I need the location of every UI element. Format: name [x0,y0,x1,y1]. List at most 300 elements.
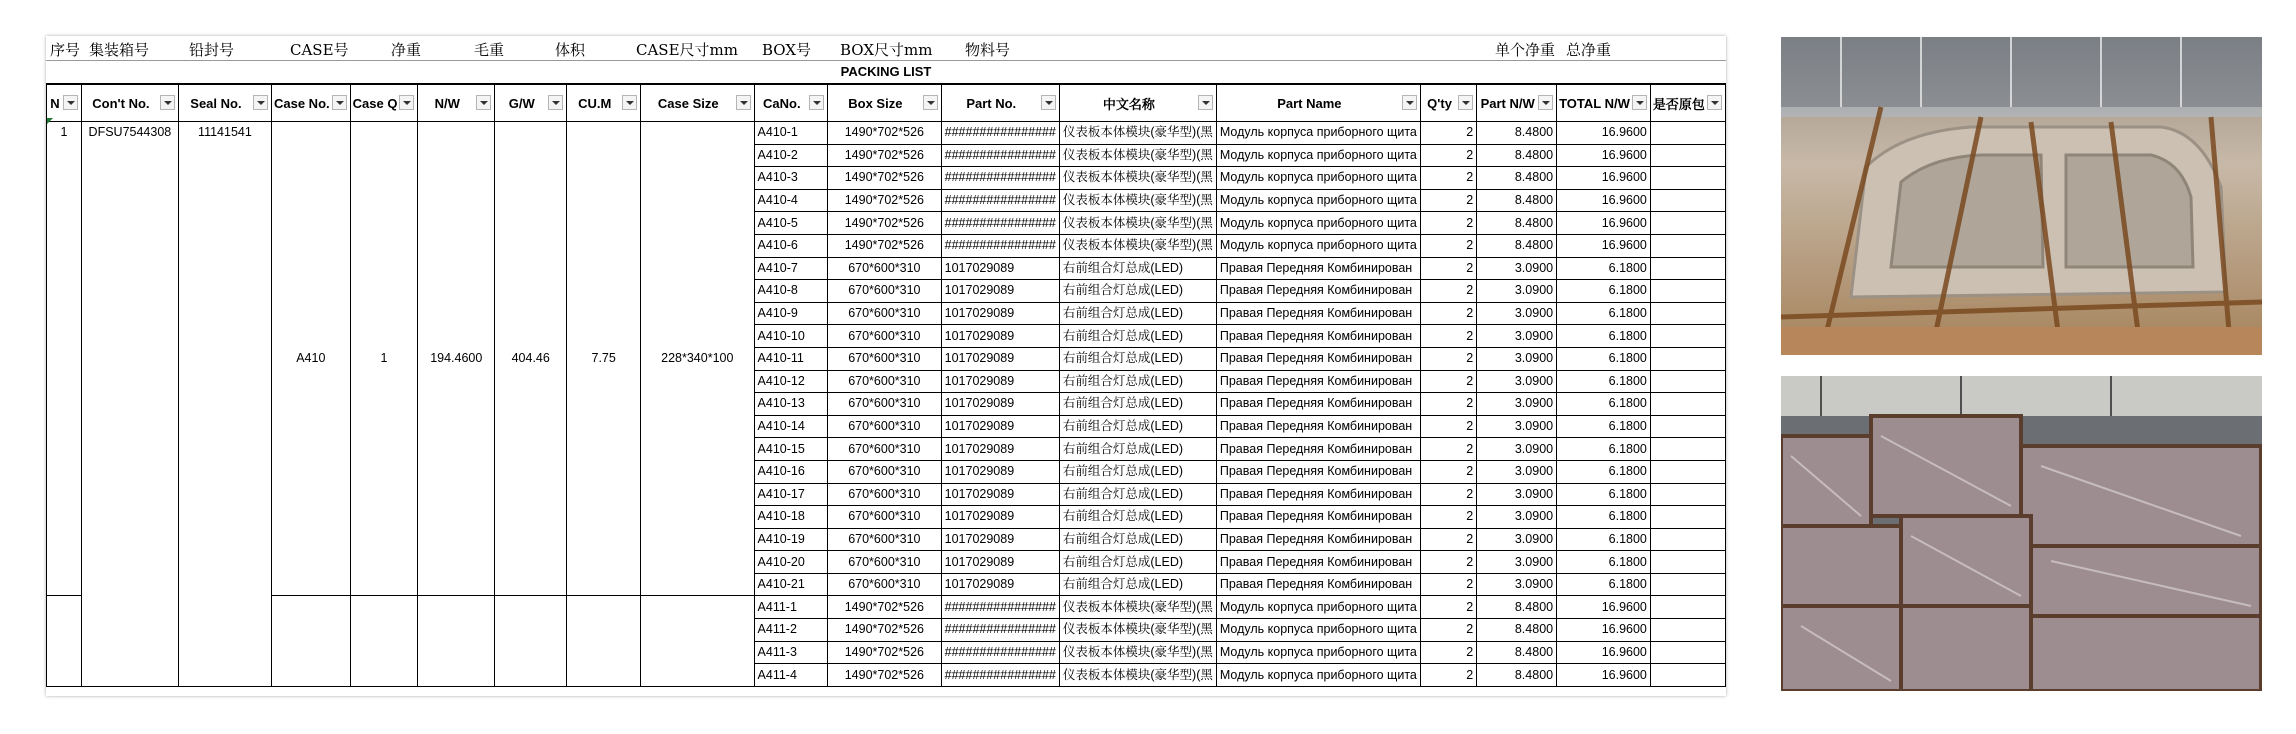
col-gw-header [495,85,567,122]
total-nw-cell[interactable]: 6.1800 [1557,302,1651,325]
col-part-name-header [1216,85,1420,122]
total-nw-cell[interactable]: 6.1800 [1557,415,1651,438]
total-nw-cell[interactable]: 6.1800 [1557,347,1651,370]
total-nw-cell[interactable]: 6.1800 [1557,528,1651,551]
col-chinese-name-label: 中文名称 [1102,96,1155,112]
part-nw-cell[interactable]: 8.4800 [1477,234,1557,257]
part-nw-cell[interactable]: 8.4800 [1477,189,1557,212]
chinese-name-cell[interactable]: 右前组合灯总成(LED) [1059,415,1216,438]
total-nw-cell[interactable]: 6.1800 [1557,483,1651,506]
n-cell[interactable]: 1 [47,122,82,596]
cano-cell[interactable]: A410-6 [754,234,828,257]
part-nw-cell[interactable]: 3.0900 [1477,325,1557,348]
col-n-label: N [50,95,60,111]
part-name-cell[interactable]: Правая Передняя Комбинирован [1216,438,1420,461]
chinese-name-cell[interactable]: 仪表板本体模块(豪华型)(黑 [1059,641,1216,664]
part-nw-cell[interactable]: 8.4800 [1477,212,1557,235]
part-nw-cell[interactable]: 3.0900 [1477,551,1557,574]
part-name-cell[interactable]: Модуль корпуса приборного щита [1216,234,1420,257]
filter-dropdown-icon[interactable] [923,95,938,110]
part-name-cell[interactable]: Модуль корпуса приборного щита [1216,619,1420,642]
chinese-name-cell[interactable]: 右前组合灯总成(LED) [1059,347,1216,370]
total-nw-cell[interactable]: 16.9600 [1557,144,1651,167]
box-size-cell[interactable]: 1490*702*526 [828,234,942,257]
filter-dropdown-icon[interactable] [1458,95,1473,110]
total-nw-cell[interactable]: 16.9600 [1557,234,1651,257]
part-name-cell[interactable]: Правая Передняя Комбинирован [1216,302,1420,325]
part-nw-cell[interactable]: 3.0900 [1477,347,1557,370]
original-pack-cell[interactable] [1650,167,1725,190]
col-gw-label: G/W [508,95,535,111]
total-nw-cell[interactable]: 6.1800 [1557,551,1651,574]
original-pack-cell[interactable] [1650,619,1725,642]
cano-cell[interactable]: A411-3 [754,641,828,664]
part-nw-cell[interactable]: 8.4800 [1477,641,1557,664]
part-nw-cell[interactable]: 3.0900 [1477,573,1557,596]
column-header-row [47,85,1726,122]
box-size-cell[interactable]: 670*600*310 [828,257,942,280]
part-no-cell[interactable]: 1017029089 [941,483,1059,506]
part-no-cell[interactable]: 1017029089 [941,280,1059,303]
original-pack-cell[interactable] [1650,506,1725,529]
filter-dropdown-icon[interactable] [399,95,414,110]
part-no-cell[interactable]: ################ [941,189,1059,212]
cano-cell[interactable]: A410-21 [754,573,828,596]
part-no-cell[interactable]: 1017029089 [941,551,1059,574]
box-size-cell[interactable]: 1490*702*526 [828,596,942,619]
box-size-cell[interactable]: 670*600*310 [828,483,942,506]
cano-cell[interactable]: A411-4 [754,664,828,687]
chinese-name-cell[interactable]: 右前组合灯总成(LED) [1059,257,1216,280]
box-size-cell[interactable]: 670*600*310 [828,325,942,348]
filter-dropdown-icon[interactable] [1707,95,1722,110]
header-cn-1: 序号 [50,41,81,59]
nw-cell[interactable]: 194.4600 [418,122,495,596]
total-nw-cell[interactable]: 6.1800 [1557,460,1651,483]
case-qty-cell[interactable]: 1 [350,122,418,596]
part-name-cell[interactable]: Правая Передняя Комбинирован [1216,325,1420,348]
col-part-name-label: Part Name [1277,95,1342,111]
qty-cell[interactable]: 2 [1420,234,1476,257]
box-size-cell[interactable]: 1490*702*526 [828,641,942,664]
cont-no-cell[interactable]: DFSU7544308 [81,122,178,687]
col-qty-header [1420,85,1476,122]
box-size-cell[interactable]: 670*600*310 [828,347,942,370]
cano-cell[interactable]: A410-20 [754,551,828,574]
col-cont-no-label: Con't No. [92,95,150,111]
cano-cell[interactable]: A410-7 [754,257,828,280]
header-cn-9: BOX号 [762,41,812,59]
original-pack-cell[interactable] [1650,325,1725,348]
qty-cell[interactable]: 2 [1420,393,1476,416]
original-pack-cell[interactable] [1650,438,1725,461]
part-no-cell[interactable]: 1017029089 [941,528,1059,551]
packing-table [46,84,1726,687]
part-name-cell[interactable]: Модуль корпуса приборного щита [1216,122,1420,145]
original-pack-cell[interactable] [1650,370,1725,393]
part-name-cell[interactable]: Правая Передняя Комбинирован [1216,370,1420,393]
part-nw-cell[interactable]: 3.0900 [1477,370,1557,393]
part-nw-cell[interactable]: 3.0900 [1477,257,1557,280]
part-name-cell[interactable]: Модуль корпуса приборного щита [1216,596,1420,619]
original-pack-cell[interactable] [1650,302,1725,325]
chinese-name-cell[interactable]: 仪表板本体模块(豪华型)(黑 [1059,234,1216,257]
part-no-cell[interactable]: ################ [941,167,1059,190]
qty-cell[interactable]: 2 [1420,438,1476,461]
box-size-cell[interactable]: 1490*702*526 [828,144,942,167]
qty-cell[interactable]: 2 [1420,506,1476,529]
chinese-name-cell[interactable]: 右前组合灯总成(LED) [1059,393,1216,416]
cano-cell[interactable]: A410-19 [754,528,828,551]
total-nw-cell[interactable]: 16.9600 [1557,596,1651,619]
cano-cell[interactable]: A410-8 [754,280,828,303]
total-nw-cell[interactable]: 6.1800 [1557,370,1651,393]
chinese-name-cell[interactable]: 右前组合灯总成(LED) [1059,438,1216,461]
filter-dropdown-icon[interactable] [253,95,268,110]
filter-dropdown-icon[interactable] [1402,95,1417,110]
cano-cell[interactable]: A410-2 [754,144,828,167]
chinese-name-cell[interactable]: 仪表板本体模块(豪华型)(黑 [1059,212,1216,235]
part-name-cell[interactable]: Модуль корпуса приборного щита [1216,144,1420,167]
col-n-header [47,85,82,122]
part-no-cell[interactable]: ################ [941,122,1059,145]
chinese-name-cell[interactable]: 仪表板本体模块(豪华型)(黑 [1059,167,1216,190]
part-nw-cell[interactable]: 3.0900 [1477,460,1557,483]
cano-cell[interactable]: A410-4 [754,189,828,212]
part-nw-cell[interactable]: 3.0900 [1477,438,1557,461]
part-name-cell[interactable]: Правая Передняя Комбинирован [1216,257,1420,280]
case-size-cell[interactable] [641,596,755,686]
box-size-cell[interactable]: 1490*702*526 [828,122,942,145]
box-size-cell[interactable]: 670*600*310 [828,415,942,438]
cano-cell[interactable]: A411-2 [754,619,828,642]
qty-cell[interactable]: 2 [1420,167,1476,190]
box-size-cell[interactable]: 1490*702*526 [828,619,942,642]
total-nw-cell[interactable]: 16.9600 [1557,619,1651,642]
cano-cell[interactable]: A410-5 [754,212,828,235]
seal-no-cell[interactable]: 11141541 [178,122,271,687]
col-total-nw-label: TOTAL N/W [1559,95,1630,111]
chinese-name-cell[interactable]: 右前组合灯总成(LED) [1059,325,1216,348]
total-nw-cell[interactable]: 6.1800 [1557,438,1651,461]
qty-cell[interactable]: 2 [1420,641,1476,664]
qty-cell[interactable]: 2 [1420,664,1476,687]
filter-dropdown-icon[interactable] [809,95,824,110]
chinese-name-cell[interactable]: 仪表板本体模块(豪华型)(黑 [1059,619,1216,642]
col-chinese-name-header [1059,85,1216,122]
filter-dropdown-icon[interactable] [63,95,78,110]
total-nw-cell[interactable]: 16.9600 [1557,664,1651,687]
qty-cell[interactable]: 2 [1420,347,1476,370]
part-no-cell[interactable]: 1017029089 [941,347,1059,370]
part-nw-cell[interactable]: 8.4800 [1477,122,1557,145]
gw-cell[interactable] [495,596,567,686]
filter-dropdown-icon[interactable] [1041,95,1056,110]
col-part-nw-label: Part N/W [1480,95,1535,111]
qty-cell[interactable]: 2 [1420,460,1476,483]
original-pack-cell[interactable] [1650,144,1725,167]
box-size-cell[interactable]: 670*600*310 [828,551,942,574]
cano-cell[interactable]: A410-11 [754,347,828,370]
original-pack-cell[interactable] [1650,528,1725,551]
nw-cell[interactable] [418,596,495,686]
box-size-cell[interactable]: 670*600*310 [828,460,942,483]
filter-dropdown-icon[interactable] [160,95,175,110]
total-nw-cell[interactable]: 6.1800 [1557,257,1651,280]
cano-cell[interactable]: A410-9 [754,302,828,325]
part-nw-cell[interactable]: 8.4800 [1477,167,1557,190]
chinese-name-cell[interactable]: 右前组合灯总成(LED) [1059,280,1216,303]
filter-dropdown-icon[interactable] [476,95,491,110]
qty-cell[interactable]: 2 [1420,257,1476,280]
chinese-name-cell[interactable]: 右前组合灯总成(LED) [1059,483,1216,506]
header-cn-2: 集装箱号 [89,41,150,59]
col-cano-label: CaNo. [763,95,801,111]
box-size-cell[interactable]: 670*600*310 [828,280,942,303]
part-nw-cell[interactable]: 8.4800 [1477,664,1557,687]
chinese-name-cell[interactable]: 仪表板本体模块(豪华型)(黑 [1059,189,1216,212]
header-cn-8: CASE尺寸mm [636,41,738,59]
original-pack-cell[interactable] [1650,189,1725,212]
header-cn-12: 单个净重 [1495,41,1556,59]
part-nw-cell[interactable]: 3.0900 [1477,415,1557,438]
part-name-cell[interactable]: Правая Передняя Комбинирован [1216,460,1420,483]
part-no-cell[interactable]: 1017029089 [941,573,1059,596]
qty-cell[interactable]: 2 [1420,483,1476,506]
qty-cell[interactable]: 2 [1420,573,1476,596]
part-name-cell[interactable]: Правая Передняя Комбинирован [1216,528,1420,551]
chinese-name-cell[interactable]: 仪表板本体模块(豪华型)(黑 [1059,144,1216,167]
original-pack-cell[interactable] [1650,212,1725,235]
header-cn-13: 总净重 [1566,41,1612,59]
part-nw-cell[interactable]: 3.0900 [1477,302,1557,325]
original-pack-cell[interactable] [1650,573,1725,596]
chinese-name-cell[interactable]: 右前组合灯总成(LED) [1059,506,1216,529]
case-qty-cell[interactable] [350,596,418,686]
cano-cell[interactable]: A410-3 [754,167,828,190]
total-nw-cell[interactable]: 6.1800 [1557,325,1651,348]
cano-cell[interactable]: A410-17 [754,483,828,506]
part-name-cell[interactable]: Правая Передняя Комбинирован [1216,551,1420,574]
qty-cell[interactable]: 2 [1420,122,1476,145]
chinese-name-cell[interactable]: 右前组合灯总成(LED) [1059,370,1216,393]
part-name-cell[interactable]: Модуль корпуса приборного щита [1216,189,1420,212]
filter-dropdown-icon[interactable] [548,95,563,110]
cano-cell[interactable]: A410-10 [754,325,828,348]
col-seal-no-label: Seal No. [190,95,242,111]
col-qty-label: Q'ty [1427,95,1452,111]
part-name-cell[interactable]: Правая Передняя Комбинирован [1216,506,1420,529]
qty-cell[interactable]: 2 [1420,528,1476,551]
part-no-cell[interactable]: ################ [941,664,1059,687]
cano-cell[interactable]: A410-12 [754,370,828,393]
cum-cell[interactable]: 7.75 [567,122,641,596]
table-row [47,596,1726,619]
part-nw-cell[interactable]: 8.4800 [1477,144,1557,167]
part-no-cell[interactable]: 1017029089 [941,460,1059,483]
case-no-cell[interactable]: A410 [271,122,350,596]
part-no-cell[interactable]: ################ [941,212,1059,235]
cano-cell[interactable]: A410-18 [754,506,828,529]
col-cum-label: CU.M [578,95,612,111]
total-nw-cell[interactable]: 6.1800 [1557,506,1651,529]
chinese-name-cell[interactable]: 仪表板本体模块(豪华型)(黑 [1059,596,1216,619]
cano-cell[interactable]: A410-15 [754,438,828,461]
box-size-cell[interactable]: 670*600*310 [828,528,942,551]
part-name-cell[interactable]: Правая Передняя Комбинирован [1216,483,1420,506]
part-no-cell[interactable]: 1017029089 [941,393,1059,416]
original-pack-cell[interactable] [1650,234,1725,257]
part-name-cell[interactable]: Модуль корпуса приборного щита [1216,641,1420,664]
qty-cell[interactable]: 2 [1420,415,1476,438]
part-nw-cell[interactable]: 3.0900 [1477,393,1557,416]
filter-dropdown-icon[interactable] [1198,95,1213,110]
qty-cell[interactable]: 2 [1420,619,1476,642]
part-name-cell[interactable]: Правая Передняя Комбинирован [1216,393,1420,416]
header-cn-4: CASE号 [290,41,349,59]
part-no-cell[interactable]: ################ [941,641,1059,664]
original-pack-cell[interactable] [1650,347,1725,370]
car-body-frame-crate-image [1781,37,2262,355]
original-pack-cell[interactable] [1650,551,1725,574]
filter-dropdown-icon[interactable] [736,95,751,110]
col-part-nw-header [1477,85,1557,122]
box-size-cell[interactable]: 670*600*310 [828,370,942,393]
total-nw-cell[interactable]: 6.1800 [1557,280,1651,303]
cum-cell[interactable] [567,596,641,686]
qty-cell[interactable]: 2 [1420,144,1476,167]
case-no-cell[interactable] [271,596,350,686]
original-pack-cell[interactable] [1650,664,1725,687]
total-nw-cell[interactable]: 16.9600 [1557,122,1651,145]
part-name-cell[interactable]: Правая Передняя Комбинирован [1216,347,1420,370]
cano-cell[interactable]: A410-14 [754,415,828,438]
cano-cell[interactable]: A410-1 [754,122,828,145]
part-name-cell[interactable]: Правая Передняя Комбинирован [1216,280,1420,303]
filter-dropdown-icon[interactable] [1632,95,1647,110]
cano-cell[interactable]: A410-13 [754,393,828,416]
part-no-cell[interactable]: ################ [941,619,1059,642]
original-pack-cell[interactable] [1650,460,1725,483]
part-nw-cell[interactable]: 8.4800 [1477,596,1557,619]
total-nw-cell[interactable]: 16.9600 [1557,167,1651,190]
original-pack-cell[interactable] [1650,641,1725,664]
total-nw-cell[interactable]: 6.1800 [1557,573,1651,596]
qty-cell[interactable]: 2 [1420,189,1476,212]
chinese-name-cell[interactable]: 右前组合灯总成(LED) [1059,528,1216,551]
original-pack-cell[interactable] [1650,483,1725,506]
col-box-size-label: Box Size [848,95,903,111]
gw-cell[interactable]: 404.46 [495,122,567,596]
packing-list-title: PACKING LIST [46,61,1726,84]
chinese-name-cell[interactable]: 右前组合灯总成(LED) [1059,573,1216,596]
box-size-cell[interactable]: 670*600*310 [828,393,942,416]
filter-dropdown-icon[interactable] [1538,95,1553,110]
total-nw-cell[interactable]: 6.1800 [1557,393,1651,416]
part-no-cell[interactable]: 1017029089 [941,370,1059,393]
col-cum-header [567,85,641,122]
qty-cell[interactable]: 2 [1420,302,1476,325]
part-nw-cell[interactable]: 8.4800 [1477,619,1557,642]
part-no-cell[interactable]: ################ [941,144,1059,167]
qty-cell[interactable]: 2 [1420,596,1476,619]
box-size-cell[interactable]: 1490*702*526 [828,212,942,235]
col-case-no-header [271,85,350,122]
part-nw-cell[interactable]: 3.0900 [1477,280,1557,303]
case-size-cell[interactable]: 228*340*100 [641,122,755,596]
qty-cell[interactable]: 2 [1420,280,1476,303]
header-cn-3: 铅封号 [189,41,235,59]
original-pack-cell[interactable] [1650,393,1725,416]
part-name-cell[interactable]: Модуль корпуса приборного щита [1216,664,1420,687]
part-no-cell[interactable]: 1017029089 [941,438,1059,461]
box-size-cell[interactable]: 1490*702*526 [828,664,942,687]
chinese-name-cell[interactable]: 右前组合灯总成(LED) [1059,460,1216,483]
total-nw-cell[interactable]: 16.9600 [1557,641,1651,664]
table-row [47,122,1726,145]
box-size-cell[interactable]: 670*600*310 [828,438,942,461]
part-no-cell[interactable]: 1017029089 [941,325,1059,348]
box-size-cell[interactable]: 1490*702*526 [828,189,942,212]
part-name-cell[interactable]: Правая Передняя Комбинирован [1216,415,1420,438]
qty-cell[interactable]: 2 [1420,370,1476,393]
part-no-cell[interactable]: 1017029089 [941,257,1059,280]
chinese-name-cell[interactable]: 右前组合灯总成(LED) [1059,302,1216,325]
chinese-name-cell[interactable]: 仪表板本体模块(豪华型)(黑 [1059,664,1216,687]
cano-cell[interactable]: A411-1 [754,596,828,619]
part-nw-cell[interactable]: 3.0900 [1477,506,1557,529]
part-nw-cell[interactable]: 3.0900 [1477,528,1557,551]
filter-dropdown-icon[interactable] [332,95,347,110]
box-size-cell[interactable]: 1490*702*526 [828,167,942,190]
box-size-cell[interactable]: 670*600*310 [828,506,942,529]
filter-dropdown-icon[interactable] [622,95,637,110]
original-pack-cell[interactable] [1650,257,1725,280]
header-cn-6: 毛重 [474,41,505,59]
header-cn-11: 物料号 [965,41,1011,59]
chinese-name-cell[interactable]: 仪表板本体模块(豪华型)(黑 [1059,122,1216,145]
col-original-pack-header [1650,85,1725,122]
cano-cell[interactable]: A410-16 [754,460,828,483]
part-name-cell[interactable]: Модуль корпуса приборного щита [1216,167,1420,190]
part-nw-cell[interactable]: 3.0900 [1477,483,1557,506]
chinese-name-cell[interactable]: 右前组合灯总成(LED) [1059,551,1216,574]
part-no-cell[interactable]: ################ [941,234,1059,257]
stacked-wrapped-crates-photo [1781,376,2262,691]
qty-cell[interactable]: 2 [1420,551,1476,574]
col-case-q-label: Case Q [352,95,398,111]
part-name-cell[interactable]: Правая Передняя Комбинирован [1216,573,1420,596]
n-cell[interactable] [47,596,82,686]
spreadsheet [46,36,1726,696]
part-no-cell[interactable]: 1017029089 [941,415,1059,438]
total-nw-cell[interactable]: 16.9600 [1557,189,1651,212]
qty-cell[interactable]: 2 [1420,212,1476,235]
qty-cell[interactable]: 2 [1420,325,1476,348]
original-pack-cell[interactable] [1650,596,1725,619]
part-no-cell[interactable]: 1017029089 [941,506,1059,529]
col-case-q-header [350,85,418,122]
box-size-cell[interactable]: 670*600*310 [828,573,942,596]
part-no-cell[interactable]: 1017029089 [941,302,1059,325]
original-pack-cell[interactable] [1650,280,1725,303]
total-nw-cell[interactable]: 16.9600 [1557,212,1651,235]
original-pack-cell[interactable] [1650,415,1725,438]
part-name-cell[interactable]: Модуль корпуса приборного щита [1216,212,1420,235]
part-no-cell[interactable]: ################ [941,596,1059,619]
original-pack-cell[interactable] [1650,122,1725,145]
box-size-cell[interactable]: 670*600*310 [828,302,942,325]
